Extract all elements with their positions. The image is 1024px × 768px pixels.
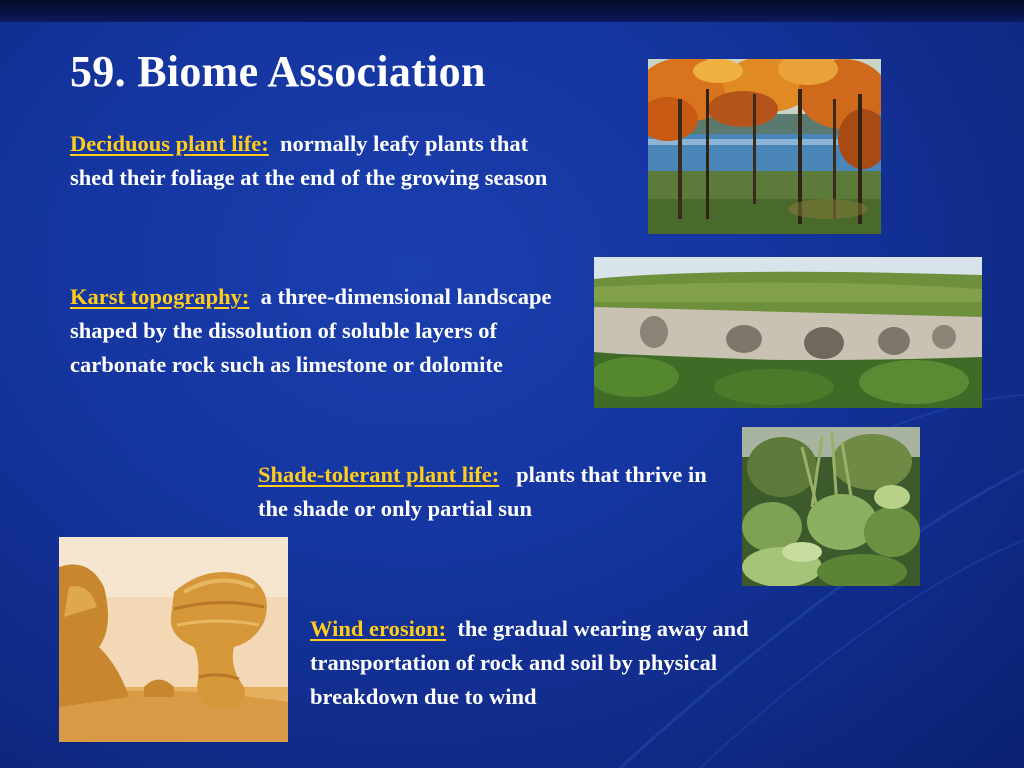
term-definition: a three-dimensional landscape shaped by the dissolution of soluble layers of carbonate rock such as limestone or dolomite: [70, 284, 552, 377]
wind-erosion-rock-image: [59, 537, 288, 742]
karst-landscape-image: [594, 257, 982, 408]
term-label: Wind erosion:: [310, 616, 447, 641]
term-definition: plants that thrive in the shade or only partial sun: [258, 462, 707, 521]
term-block-wind: [310, 612, 800, 714]
term-block-deciduous: [70, 127, 550, 195]
term-block-shade: [258, 458, 728, 526]
term-block-karst: [70, 280, 560, 382]
deciduous-forest-image: [648, 59, 881, 234]
slide-title: 59. Biome Association: [70, 47, 486, 96]
term-label: Deciduous plant life:: [70, 131, 269, 156]
term-definition: normally leafy plants that shed their foliage at the end of the growing season: [70, 131, 548, 190]
term-definition: the gradual wearing away and transportation of rock and soil by physical breakdown due to wind: [310, 616, 749, 709]
term-label: Shade-tolerant plant life:: [258, 462, 500, 487]
term-label: Karst topography:: [70, 284, 250, 309]
shade-plants-image: [742, 427, 920, 586]
